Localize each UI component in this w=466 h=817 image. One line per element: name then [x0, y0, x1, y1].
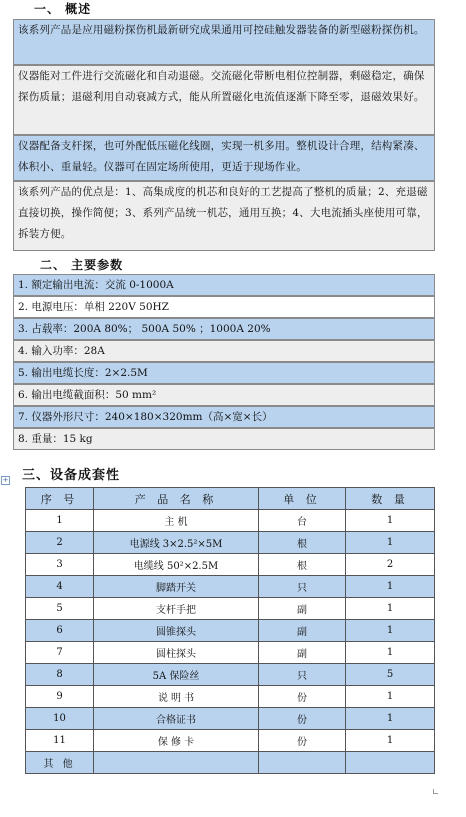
cell-qty: 1: [346, 708, 435, 730]
cell-qty: 1: [346, 598, 435, 620]
cell-qty: 1: [346, 532, 435, 554]
cell-unit: 台: [259, 510, 346, 532]
cell-product: 圆锥探头: [94, 620, 259, 642]
cell-serial: 7: [26, 642, 94, 664]
table-resize-handle[interactable]: [433, 789, 438, 794]
header-serial: 序 号: [26, 488, 94, 510]
table-row: [26, 642, 435, 664]
cell-unit: 根: [259, 554, 346, 576]
cell-unit: 份: [259, 708, 346, 730]
param-item-1: 1. 额定输出电流：交流 0-1000A: [13, 274, 435, 296]
cell-unit: 根: [259, 532, 346, 554]
table-row: [26, 576, 435, 598]
section-title-main-parameters: 二、 主要参数: [40, 258, 124, 272]
param-item-4: 4. 输入功率：28A: [13, 340, 435, 362]
cell-serial: 1: [26, 510, 94, 532]
cell-serial: 11: [26, 730, 94, 752]
cell-qty: 5: [346, 664, 435, 686]
cell-product: 说 明 书: [94, 686, 259, 708]
param-item-6: 6. 输出电缆截面积：50 mm²: [13, 384, 435, 406]
cell-qty: 2: [346, 554, 435, 576]
cell-product: 支杆手把: [94, 598, 259, 620]
table-footer-row: [26, 752, 435, 774]
header-product-name: 产 品 名 称: [94, 488, 259, 510]
cell-others-label: 其 他: [26, 752, 94, 774]
section-title-equipment-set: 三、设备成套性: [22, 468, 121, 483]
param-item-3: 3. 占载率：200A 80%； 500A 50% ；1000A 20%: [13, 318, 435, 340]
overview-paragraph-3: 仪器配备支杆探，也可外配低压磁化线圈，实现一机多用。整机设计合理，结构紧凑、体积小、重量轻。仪器可在固定场所使用，更适于现场作业。: [13, 135, 435, 181]
table-row: [26, 554, 435, 576]
cell-empty: [346, 752, 435, 774]
param-item-7: 7. 仪器外形尺寸：240×180×320mm（高×宽×长）: [13, 406, 435, 428]
table-row: [26, 510, 435, 532]
cell-qty: 1: [346, 620, 435, 642]
table-row: [26, 620, 435, 642]
table-move-handle-icon[interactable]: +: [2, 476, 9, 484]
header-unit: 单 位: [259, 488, 346, 510]
header-quantity: 数 量: [346, 488, 435, 510]
cell-product: 电源线 3×2.5²×5M: [94, 532, 259, 554]
param-item-8: 8. 重量：15 kg: [13, 428, 435, 450]
equipment-table: [25, 487, 435, 774]
cell-serial: 10: [26, 708, 94, 730]
cell-serial: 3: [26, 554, 94, 576]
cell-serial: 8: [26, 664, 94, 686]
cell-unit: 副: [259, 620, 346, 642]
table-row: [26, 730, 435, 752]
cell-serial: 9: [26, 686, 94, 708]
cell-unit: 份: [259, 730, 346, 752]
cell-unit: 副: [259, 642, 346, 664]
cell-qty: 1: [346, 730, 435, 752]
cell-product: 保 修 卡: [94, 730, 259, 752]
cell-qty: 1: [346, 642, 435, 664]
cell-empty: [259, 752, 346, 774]
cell-serial: 4: [26, 576, 94, 598]
cell-unit: 份: [259, 686, 346, 708]
cell-serial: 6: [26, 620, 94, 642]
cell-qty: 1: [346, 686, 435, 708]
overview-paragraph-2: 仪器能对工件进行交流磁化和自动退磁。交流磁化带断电相位控制器，剩磁稳定，确保探伤质量；退磁利用自动衰减方式，能从所置磁化电流值逐渐下降至零，退磁效果好。: [13, 65, 435, 135]
cell-unit: 只: [259, 576, 346, 598]
table-row: [26, 708, 435, 730]
table-row: [26, 598, 435, 620]
section-title-overview: 一、 概述: [34, 2, 92, 16]
cell-unit: 只: [259, 664, 346, 686]
table-row: [26, 532, 435, 554]
table-header-row: [26, 488, 435, 510]
cell-qty: 1: [346, 576, 435, 598]
cell-serial: 5: [26, 598, 94, 620]
table-row: [26, 686, 435, 708]
cell-product: 脚踏开关: [94, 576, 259, 598]
overview-paragraph-4: 该系列产品的优点是：1、高集成度的机芯和良好的工艺提高了整机的质量；2、充退磁直接切换，操作简便；3、系列产品统一机芯，通用互换；4、大电流插头座使用可靠，拆装方便。: [13, 181, 435, 251]
cell-product: 电缆线 50²×2.5M: [94, 554, 259, 576]
cell-product: 圆柱探头: [94, 642, 259, 664]
cell-product: 5A 保险丝: [94, 664, 259, 686]
cell-unit: 副: [259, 598, 346, 620]
table-row: [26, 664, 435, 686]
cell-empty: [94, 752, 259, 774]
param-item-2: 2. 电源电压：单相 220V 50HZ: [13, 296, 435, 318]
cell-product: 合格证书: [94, 708, 259, 730]
cell-serial: 2: [26, 532, 94, 554]
cell-product: 主 机: [94, 510, 259, 532]
overview-paragraph-1: 该系列产品是应用磁粉探伤机最新研究成果通用可控硅触发器装备的新型磁粉探伤机。: [13, 19, 435, 65]
param-item-5: 5. 输出电缆长度：2×2.5M: [13, 362, 435, 384]
cell-qty: 1: [346, 510, 435, 532]
